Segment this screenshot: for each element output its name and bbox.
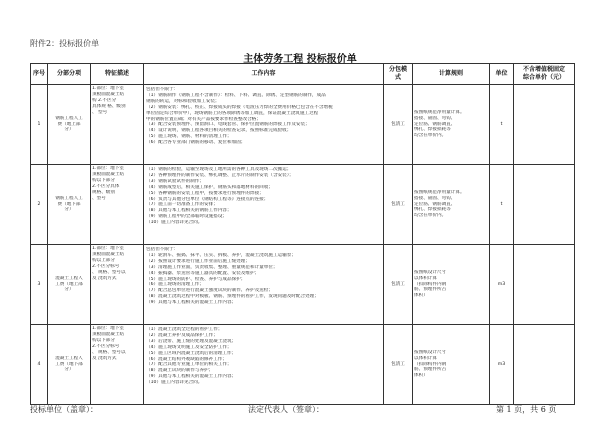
cell-seq: 1 bbox=[31, 85, 48, 165]
cell-work: 包括但不限于： （1）轮滑车、振捣、抹平、压实、拆模、养护，混凝土浇筑施工运输泵； （2）按照设计要求进行施工作业前后施工缝处理； （3）清理施工作业面，负责收集、整理、重量规范和计量单位； （4）振捣器、泵送管等施工器具的配置、安装及维护； （5）施工现场的防护、检查、养护与成品保护； （6）施工现场的清理工作； （7）配合总包单位进行混凝土强度试块的制作、养护及送检； （8）混凝土浇筑过程中对模板、钢筋、预埋件的看护工作，发现问题及时配合处理； （9）其他与本工程相关的混凝土工作内容； bbox=[144, 245, 384, 325]
header-work: 工作内容 bbox=[144, 64, 384, 85]
cell-unit: t bbox=[490, 85, 514, 165]
attachment-label: 附件2：投标报价单 bbox=[30, 39, 100, 48]
cell-item: 钢筋工程人工 费（地下部 分） bbox=[48, 165, 91, 245]
header-unit: 单位 bbox=[490, 64, 514, 85]
table-row bbox=[31, 245, 575, 325]
cell-pkg: 包清工 bbox=[384, 85, 413, 165]
quotation-table bbox=[30, 63, 575, 405]
cell-seq: 4 bbox=[31, 325, 48, 405]
cell-work: （1）钢筋的检验，运输至现场及工地所需的各种工具及现场二次搬运； （2）各种预埋件的制作安装、绑扎调整、止水片的制作安装（含安装）； （3）钢筋试验试件的制作； （4）钢筋成型后，相关施工保护，钢筋头和落地材料的回收； （5）各种钢筋的安装工程中，按要求进行预埋件的焊接； （6）负责与其他分包单位《钢结构工程等》连接点的连接； （7）施工前一切准备工作的安排； （8）其他与本工程相关的钢筋工作内容； （9）钢筋工程中的全部临时设施搭设； （10）施工内容详见合同。 bbox=[144, 165, 384, 245]
bidder-signature-label: 投标单位（盖章）： bbox=[30, 405, 98, 414]
cell-calc: 按图纸设计尺寸 以体积计算 （扣除构件内钢 筋、预埋件所占 体积） bbox=[413, 245, 490, 325]
cell-features: 1.部位：地下室 顶板面混凝土结 构以上部分 2.不区分标号 、 规格、型号以 及 浇筑方式 bbox=[91, 245, 144, 325]
cell-item: 混凝土工程人 工费（地下部 分） bbox=[48, 325, 91, 405]
header-price: 不含增值税固定 综合单价（元） bbox=[514, 64, 575, 85]
cell-unit: m3 bbox=[490, 245, 514, 325]
cell-price[interactable] bbox=[514, 165, 575, 245]
header-seq: 序号 bbox=[31, 64, 48, 85]
header-pkg: 分包模 式 bbox=[384, 64, 413, 85]
table-row bbox=[31, 165, 575, 245]
cell-features: 1.部位：地下室 顶板面混凝土结 构以下部分 2.不区分具体 规格、级别 、型号 bbox=[91, 165, 144, 245]
cell-seq: 2 bbox=[31, 165, 48, 245]
cell-features: 1.部位：地下室 顶板面混凝土结 构 2.不区分 具体规 格、级别 、 型号 bbox=[91, 85, 144, 165]
cell-pkg: 包清工 bbox=[384, 245, 413, 325]
cell-price[interactable] bbox=[514, 85, 575, 165]
table-row bbox=[31, 325, 575, 405]
cell-calc: 按图纸设计尺寸 以体积计算 （扣除构件内钢 筋、预埋件所占 体积） bbox=[413, 325, 490, 405]
cell-work: 包括但不限于： （1）钢筋制作《钢筋工程不含制作》：检料、下料、调直、除锈、定型钢筋的制作，成品 钢筋的转运，对标和验收加工安装； （2）钢筋安装：绑扎、校正、焊接成头的焊接（电渣压力焊的全费用价格已包含在不含增税 单位固定综合单价中），现场钢筋上的各项除锈等加工调直，保证混凝土浇筑施工过程 中的钢筋位置正确；对有关产品按要求作检查整改合格； （3）配合安装预埋件、预留洞口、电线套管、保护位置钢筋的焊接工作及安装； （4）设计说明，钢筋工程各项目相关的检查记录，按照标准完成验收； （5）施工现场、钢筋、材料的清理工作； （6）配合各专业部门钢筋的移动、复位和加固； bbox=[144, 85, 384, 165]
header-item: 分部分项 bbox=[48, 64, 91, 85]
cell-work: （1）混凝土浇筑全过程的看护工作； （2）混凝土养护及成品保护工作； （3）后浇带、施工缝的处理及混凝土浇筑； （4）施工现场文明施工及安全防护工作； （5）施工区域内混凝土浇筑后的清理工作； （6）混凝土结构外观缺陷的修补工作； （7）配合其他专业施工单位的相关工作； （8）混凝土试块的制作与养护； （9）其他与本工程相关的混凝土工作内容； （10）施工内容详见合同。 bbox=[144, 325, 384, 405]
cell-unit: m3 bbox=[490, 325, 514, 405]
cell-calc: 按图纸规范净用量计算。 搭接、锚固、弯钩、 定位筋、钢筋调直、 绑扎、焊接损耗等 均含在单价内。 bbox=[413, 165, 490, 245]
cell-price[interactable] bbox=[514, 325, 575, 405]
header-features: 特征描述 bbox=[91, 64, 144, 85]
cell-item: 钢筋工程人工 费（地上部 分） bbox=[48, 85, 91, 165]
cell-unit: t bbox=[490, 165, 514, 245]
page-title: 主体劳务工程 投标报价单 bbox=[243, 54, 357, 65]
cell-features: 1.部位：地下室 顶板面混凝土结 构以下部分 2.不区分标号 、 规格、型号以 及 浇筑方式 bbox=[91, 325, 144, 405]
header-calc: 计算规则 bbox=[413, 64, 490, 85]
header-row bbox=[31, 64, 575, 85]
cell-seq: 3 bbox=[31, 245, 48, 325]
cell-pkg: 包清工 bbox=[384, 325, 413, 405]
cell-calc: 按图纸规范净用量计算。 搭接、锚固、弯钩、 定位筋、钢筋调直、 绑扎、焊接损耗等 均含在单价内。 bbox=[413, 85, 490, 165]
legal-rep-signature-label: 法定代表人（签章）： bbox=[248, 405, 324, 414]
page-number: 第 1 页，共 6 页 bbox=[496, 405, 557, 414]
cell-item: 混凝土工程人 工费（地上部 分） bbox=[48, 245, 91, 325]
cell-price[interactable] bbox=[514, 245, 575, 325]
cell-pkg: 包清工 bbox=[384, 165, 413, 245]
table-row bbox=[31, 85, 575, 165]
